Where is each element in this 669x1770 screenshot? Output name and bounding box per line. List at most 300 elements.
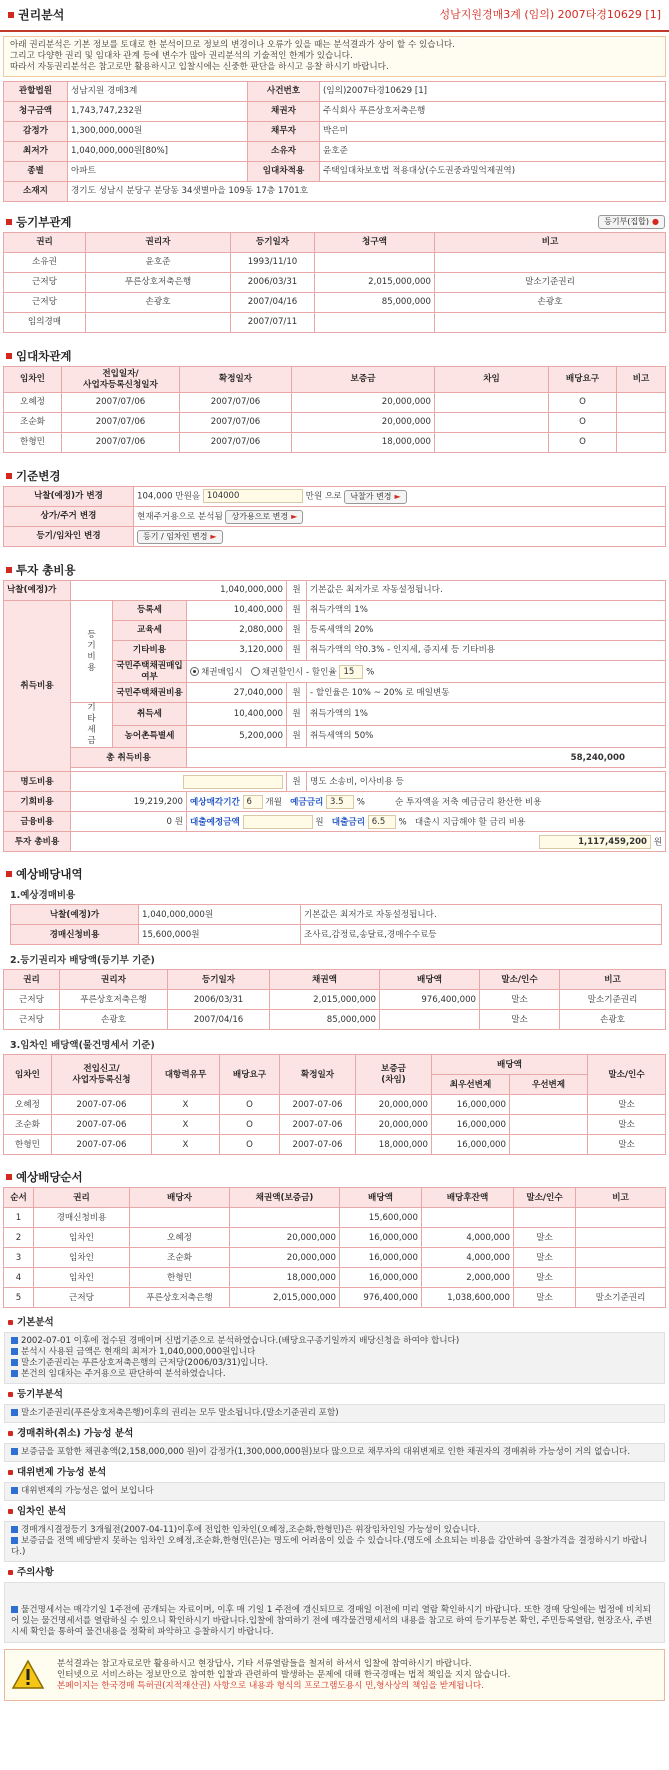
warning-icon (11, 1659, 45, 1691)
info-value: (임의)2007타경10629 [1] (320, 82, 666, 102)
info-label: 종별 (4, 162, 68, 182)
table-cell: 조순화 (4, 413, 62, 433)
bid-change-button[interactable]: 낙찰가 변경 ► (344, 490, 406, 504)
table-cell: 말소 (480, 990, 560, 1010)
table-cell: 2007/07/06 (62, 413, 180, 433)
column-header: 말소/인수 (514, 1188, 576, 1208)
table-cell: 16,000,000 (432, 1135, 510, 1155)
table-cell: 2007-07-06 (280, 1115, 356, 1135)
analysis-heading: 등기부분석 (0, 1384, 669, 1404)
table-cell: 2007/07/06 (180, 413, 292, 433)
analysis-line: 경매개시결정등기 3개월전(2007-04-11)이후에 전입한 임차인(오혜정,조순화,한형민)은 위장임차인일 가능성이 있습니다. (11, 1525, 658, 1536)
table-cell: 2007-07-06 (52, 1135, 152, 1155)
analysis-section (0, 1312, 669, 1643)
reg-tax-value: 10,400,000 (187, 601, 287, 621)
table-cell: 푸른상호저축은행 (60, 990, 168, 1010)
table-cell (617, 433, 666, 453)
table-cell (86, 313, 231, 333)
finance-cost-value: 0 (166, 816, 172, 827)
disclaimer-notice: 아래 권리분석은 기본 정보를 토대로 한 분석이므로 정보의 변경이나 오류가 있을 때는 분석결과가 상이 할 수 있습니다. 그리고 다양한 권리 및 임대차 관계 등에 변수가 많아 권리분석의 기술적인 한계가 있습니다. 따라서 자동권리분석은 참고로만 활용하시고 입찰시에는 신중한 판단을 하시고 응찰 하시기 바랍니다. (3, 36, 666, 77)
usage-change-label: 상가/주거 변경 (4, 507, 134, 527)
table-cell: 경매신청비용 (34, 1208, 130, 1228)
table-cell (435, 433, 549, 453)
criteria-table: 낙찰(예정)가 변경 104,000 만원을 104000 만원 으로 낙찰가 변경 ► 상가/주거 변경 현재주거용으로 분석됨 상가용으로 변경 ► 등기/임차인 변경 등기 / 임차인 변경 ► (3, 486, 666, 547)
section-investment: 투자 총비용 (0, 547, 669, 580)
bond-discount-radio[interactable] (251, 667, 260, 676)
table-cell: 16,000,000 (340, 1268, 422, 1288)
column-header: 권리자 (86, 233, 231, 253)
table-cell: 20,000,000 (230, 1248, 340, 1268)
table-cell: 2007-07-06 (52, 1095, 152, 1115)
table-cell: 1993/11/10 (231, 253, 315, 273)
table-row (4, 1268, 666, 1288)
edu-tax-value: 2,080,000 (187, 621, 287, 641)
address-value: 경기도 성남시 분당구 분당동 34샛별마을 109동 17층 1701호 (68, 182, 666, 202)
analysis-heading: 경매취하(취소) 가능성 분석 (0, 1423, 669, 1443)
finance-cost-label: 금융비용 (4, 812, 71, 832)
table-cell: 손광호 (86, 293, 231, 313)
info-label: 사건번호 (248, 82, 320, 102)
table-cell: 임의경매 (4, 313, 86, 333)
loan-amount-input[interactable] (243, 815, 313, 829)
table-cell (315, 313, 435, 333)
table-cell: 손광호 (560, 1010, 666, 1030)
table-cell: 2006/03/31 (168, 990, 270, 1010)
info-value: 1,040,000,000원[80%] (68, 142, 248, 162)
bullet-square-icon (11, 1359, 18, 1366)
info-row (4, 122, 666, 142)
registry-table (3, 232, 666, 333)
table-cell: 근저당 (4, 273, 86, 293)
table-row (4, 1208, 666, 1228)
bond-purchase-label: 국민주택채권매입여부 (113, 661, 187, 683)
column-header: 순서 (4, 1188, 34, 1208)
eviction-cost-input[interactable] (183, 775, 283, 789)
eviction-cost-label: 명도비용 (4, 772, 71, 792)
bond-cost-value: 27,040,000 (187, 683, 287, 703)
table-row (4, 1115, 666, 1135)
row-value: 1,040,000,000원 (139, 905, 301, 925)
table-row (4, 1248, 666, 1268)
info-label: 소유자 (248, 142, 320, 162)
table-cell: O (549, 413, 617, 433)
opportunity-cost-value: 19,219,200 (71, 792, 187, 812)
table-cell: 2007/07/06 (180, 433, 292, 453)
bullet-icon (8, 1509, 13, 1514)
address-row (4, 182, 666, 202)
table-cell (422, 1208, 514, 1228)
table-cell: 말소 (588, 1095, 666, 1115)
tenant-dividend-subtitle: 3.임차인 배당액(물건명세서 기준) (10, 1039, 155, 1051)
table-cell: 말소기준권리 (435, 273, 666, 293)
loan-rate-input[interactable]: 6.5 (368, 815, 396, 829)
table-cell: 말소 (588, 1115, 666, 1135)
expected-cost-table (10, 904, 662, 945)
table-cell: 조순화 (4, 1115, 52, 1135)
table-cell (617, 393, 666, 413)
bullet-icon (8, 1392, 13, 1397)
registry-view-button[interactable]: 등기부(집합) ● (598, 215, 665, 229)
table-cell (576, 1228, 666, 1248)
column-header: 권리 (4, 233, 86, 253)
table-cell (576, 1208, 666, 1228)
acquisition-label: 취득비용 (4, 601, 71, 772)
column-header: 채권액(보증금) (230, 1188, 340, 1208)
table-cell: 근저당 (4, 990, 60, 1010)
bullet-icon (6, 473, 12, 479)
table-cell: 2007-07-06 (280, 1135, 356, 1155)
table-cell: 2007/07/06 (62, 433, 180, 453)
table-row (4, 313, 666, 333)
table-cell (510, 1115, 588, 1135)
table-cell: O (220, 1115, 280, 1135)
table-cell: 말소기준권리 (576, 1288, 666, 1308)
table-cell (435, 393, 549, 413)
table-cell: 근저당 (4, 293, 86, 313)
table-cell: 20,000,000 (356, 1095, 432, 1115)
column-header: 권리 (34, 1188, 130, 1208)
case-number: 성남지원경매3계 (임의) 2007타경10629 [1] (439, 8, 661, 22)
page-title: 권리분석 (8, 8, 64, 23)
table-cell (435, 413, 549, 433)
info-row (4, 82, 666, 102)
bond-purchase-radio[interactable] (190, 667, 199, 676)
table-cell: 푸른상호저축은행 (86, 273, 231, 293)
analysis-box (4, 1332, 665, 1384)
info-row (4, 162, 666, 182)
bullet-square-icon (11, 1487, 18, 1494)
table-cell: 임차인 (34, 1228, 130, 1248)
table-cell (380, 1010, 480, 1030)
column-header: 차임 (435, 367, 549, 393)
table-cell (230, 1208, 340, 1228)
analysis-line: 말소기준권리는 푸른상호저축은행의 근저당(2006/03/31)입니다. (11, 1358, 658, 1369)
bond-discount-rate-input[interactable]: 15 (339, 665, 363, 679)
table-cell: 조순화 (130, 1248, 230, 1268)
column-header: 배당액 (340, 1188, 422, 1208)
table-row (4, 253, 666, 273)
info-value: 주택임대차보호법 적용대상(수도권중과밀억제권역) (320, 162, 666, 182)
table-cell: 2007/07/06 (62, 393, 180, 413)
bullet-icon (6, 1174, 12, 1180)
bullet-icon (8, 1431, 13, 1436)
column-header: 배당액 (380, 970, 480, 990)
table-cell: 18,000,000 (230, 1268, 340, 1288)
table-row (4, 273, 666, 293)
table-cell: 말소 (480, 1010, 560, 1030)
analysis-heading: 기본분석 (0, 1312, 669, 1332)
bullet-square-icon (11, 1448, 18, 1455)
bullet-icon (8, 1470, 13, 1475)
table-cell (510, 1095, 588, 1115)
table-cell: 3 (4, 1248, 34, 1268)
info-row (4, 102, 666, 122)
analysis-box (4, 1521, 665, 1562)
column-header: 배당요구 (549, 367, 617, 393)
table-row (4, 1095, 666, 1115)
table-row (4, 1010, 666, 1030)
usage-change-button[interactable]: 상가용으로 변경 ► (225, 510, 303, 524)
bullet-icon (6, 353, 12, 359)
column-header: 권리 (4, 970, 60, 990)
table-cell: X (152, 1135, 220, 1155)
section-criteria: 기준변경 (0, 453, 669, 486)
table-cell: 말소 (514, 1268, 576, 1288)
table-cell: 4,000,000 (422, 1248, 514, 1268)
info-label: 채무자 (248, 122, 320, 142)
other-cost-value: 3,120,000 (187, 641, 287, 661)
table-cell: 20,000,000 (356, 1115, 432, 1135)
table-cell: 18,000,000 (356, 1135, 432, 1155)
table-cell: 2,015,000,000 (230, 1288, 340, 1308)
table-cell (576, 1268, 666, 1288)
bid-value: 1,040,000,000 (71, 581, 287, 601)
table-cell: 15,600,000 (340, 1208, 422, 1228)
bullet-square-icon (11, 1409, 18, 1416)
table-cell: 20,000,000 (292, 413, 435, 433)
table-cell: 18,000,000 (292, 433, 435, 453)
table-cell: O (549, 393, 617, 413)
bullet-icon (8, 1320, 13, 1325)
analysis-line: 본건의 임대차는 주거용으로 판단하여 분석하였습니다. (11, 1369, 658, 1380)
row-label: 낙찰(예정)가 (11, 905, 139, 925)
bullet-square-icon (11, 1348, 18, 1355)
table-cell: 2007-07-06 (52, 1115, 152, 1135)
bullet-square-icon (11, 1370, 18, 1377)
bullet-icon (8, 12, 14, 18)
table-cell: 2,000,000 (422, 1268, 514, 1288)
table-cell: 말소 (514, 1228, 576, 1248)
analysis-line: 대위변제의 가능성은 없어 보입니다 (11, 1486, 658, 1497)
table-cell: 2006/03/31 (231, 273, 315, 293)
table-cell: 임차인 (34, 1248, 130, 1268)
analysis-heading: 대위변제 가능성 분석 (0, 1462, 669, 1482)
opportunity-cost-label: 기회비용 (4, 792, 71, 812)
table-cell: 오혜정 (4, 1095, 52, 1115)
page-header (0, 0, 669, 32)
info-value: 아파트 (68, 162, 248, 182)
column-header: 비고 (576, 1188, 666, 1208)
row-note: 기본값은 최저가로 자동설정됩니다. (301, 905, 662, 925)
table-cell: 윤호준 (86, 253, 231, 273)
table-cell: 16,000,000 (340, 1248, 422, 1268)
info-label: 최저가 (4, 142, 68, 162)
lease-table (3, 366, 666, 453)
expected-cost-subtitle: 1.예상경매비용 (10, 889, 76, 901)
table-cell: 2 (4, 1228, 34, 1248)
bid-change-input[interactable]: 104000 (203, 489, 303, 503)
table-row (4, 1135, 666, 1155)
table-cell: 1,038,600,000 (422, 1288, 514, 1308)
table-cell: 근저당 (34, 1288, 130, 1308)
table-row (4, 1228, 666, 1248)
info-value: 박은미 (320, 122, 666, 142)
bullet-square-icon (11, 1526, 18, 1533)
deposit-rate-input[interactable]: 3.5 (326, 795, 354, 809)
bid-note: 기본값은 최저가로 자동설정됩니다. (307, 581, 666, 601)
table-cell: 2007-07-06 (280, 1095, 356, 1115)
table-cell: 4 (4, 1268, 34, 1288)
table-cell: 16,000,000 (432, 1095, 510, 1115)
info-label: 채권자 (248, 102, 320, 122)
table-cell: O (220, 1135, 280, 1155)
column-header: 청구액 (315, 233, 435, 253)
table-cell: 손광호 (60, 1010, 168, 1030)
column-header: 보증금 (292, 367, 435, 393)
rural-tax-value: 5,200,000 (187, 725, 287, 748)
bullet-icon (8, 1570, 13, 1575)
table-cell (315, 253, 435, 273)
column-header: 말소/인수 (480, 970, 560, 990)
investment-table: 낙찰(예정)가 1,040,000,000 원 기본값은 최저가로 자동설정됩니다. 취득비용 등 기 비 용 등록세 10,400,000 원 취득가액의 1% 교육세 2,080,000 원 등록세액의 20% 기타비용 3,120,000 원 취득가액의 약0.3% - 인지세, 증지세 등 기타비용 국민주택채권매입여부 채권매입시 채권할인시 - 할인율 15 % 국민주택채권비용 27,040,000 원 - 할인율은 10% ~ 20% 로 매일변동 기 타 세 금 취득세 10,400,000 원 취득가액의 1% 농어촌특별세 5,200,000 원 취득세액의 50% 총 취득비용 58,240,000 명도비용 원 명도 소송비, 이사비용 등 기회비용 19,219,200 예상매각기간 6 개월 예금금리 3.5 % 순 투자액을 저축 예금금리 환산한 비용 금융비용 0 원 대출예정금액 원 대출금리 6.5 % 대출시 지급해야 할 금리 비용 투자 총비용 1,117,459,200 원 (3, 580, 666, 852)
column-header: 등기일자 (231, 233, 315, 253)
info-value: 윤호준 (320, 142, 666, 162)
analysis-box (4, 1582, 665, 1643)
analysis-box (4, 1404, 665, 1423)
registry-dividend-table (3, 969, 666, 1030)
table-cell: 2,015,000,000 (315, 273, 435, 293)
table-cell: 976,400,000 (340, 1288, 422, 1308)
bid-change-label: 낙찰(예정)가 변경 (4, 487, 134, 507)
table-cell: 말소기준권리 (560, 990, 666, 1010)
table-cell (435, 313, 666, 333)
column-header: 등기일자 (168, 970, 270, 990)
column-header: 임차인 (4, 367, 62, 393)
analysis-line: 분석시 사용된 금액은 현재의 최저가 1,040,000,000원입니다 (11, 1347, 658, 1358)
column-header: 전입일자/ 사업자등록신청일자 (62, 367, 180, 393)
table-cell: 근저당 (4, 1010, 60, 1030)
info-label: 관할법원 (4, 82, 68, 102)
bullet-square-icon (11, 1606, 18, 1613)
address-label: 소재지 (4, 182, 68, 202)
info-value: 성남지원 경매3계 (68, 82, 248, 102)
table-row (4, 990, 666, 1010)
table-cell: 16,000,000 (340, 1228, 422, 1248)
table-cell: 85,000,000 (315, 293, 435, 313)
column-header: 배당자 (130, 1188, 230, 1208)
registry-tenant-change-button[interactable]: 등기 / 임차인 변경 ► (137, 530, 223, 544)
info-row (4, 142, 666, 162)
table-row (4, 1288, 666, 1308)
analysis-line: 보증금을 포함한 채권총액(2,158,000,000 원)이 감정가(1,300,000,000원)보다 많으므로 채무자의 대위변제로 인한 채권자의 경매취하 가능성이 거의 없습니다. (11, 1447, 658, 1458)
table-row (11, 905, 662, 925)
table-cell: 2,015,000,000 (270, 990, 380, 1010)
table-cell (510, 1135, 588, 1155)
analysis-line: 말소기준권리(푸른상호저축은행)이후의 권리는 모두 말소됩니다.(말소기준권리 포함) (11, 1408, 658, 1419)
table-cell: 말소 (514, 1288, 576, 1308)
table-cell: X (152, 1115, 220, 1135)
info-value: 1,300,000,000원 (68, 122, 248, 142)
table-row (4, 293, 666, 313)
table-cell: 976,400,000 (380, 990, 480, 1010)
table-cell (514, 1208, 576, 1228)
table-cell: O (220, 1095, 280, 1115)
section-lease: 임대차관계 (0, 333, 669, 366)
bullet-square-icon (11, 1337, 18, 1344)
table-cell: 2007/04/16 (168, 1010, 270, 1030)
column-header: 확정일자 (180, 367, 292, 393)
registration-cost-group-label: 등 기 비 용 (87, 629, 96, 673)
table-row (4, 433, 666, 453)
total-investment-value: 1,117,459,200 (539, 835, 651, 849)
table-cell: 2007/04/16 (231, 293, 315, 313)
table-cell: 20,000,000 (230, 1228, 340, 1248)
bullet-icon (6, 871, 12, 877)
section-dividend-order: 예상배당순서 (0, 1155, 669, 1187)
table-cell: 말소 (588, 1135, 666, 1155)
column-header: 비고 (617, 367, 666, 393)
bullet-icon (6, 219, 12, 225)
table-cell: 말소 (514, 1248, 576, 1268)
column-header: 권리자 (60, 970, 168, 990)
table-cell: 오혜정 (4, 393, 62, 413)
analysis-line: 보증금을 전액 배당받지 못하는 임차인 오혜정,조순화,한형민(은)는 명도에 어려움이 있을 수 있습니다.(명도에 소요되는 비용을 감안하여 응찰가격을 결정하시기 바랍니다.) (11, 1536, 648, 1558)
registry-dividend-subtitle: 2.등기권리자 배당액(등기부 기준) (10, 954, 155, 966)
row-label: 경매신청비용 (11, 925, 139, 945)
analysis-line: 2002-07-01 이후에 접수된 경매이며 신법기준으로 분석하였습니다.(배당요구종기일까지 배당신청을 하여야 합니다) (11, 1336, 658, 1347)
case-info-table (3, 81, 666, 202)
column-header: 비고 (560, 970, 666, 990)
bullet-square-icon (11, 1537, 18, 1544)
sale-period-input[interactable]: 6 (243, 795, 263, 809)
table-cell: 한형민 (4, 433, 62, 453)
table-cell: 2007/07/06 (180, 393, 292, 413)
table-cell: 한형민 (4, 1135, 52, 1155)
analysis-heading: 주의사항 (0, 1562, 669, 1582)
table-cell: 85,000,000 (270, 1010, 380, 1030)
table-cell (576, 1248, 666, 1268)
table-cell: 임차인 (34, 1268, 130, 1288)
table-row (4, 393, 666, 413)
table-cell: 푸른상호저축은행 (130, 1288, 230, 1308)
dividend-order-table (3, 1187, 666, 1308)
table-row (4, 413, 666, 433)
registry-tenant-change-label: 등기/임차인 변경 (4, 527, 134, 547)
analysis-box (4, 1443, 665, 1462)
table-cell: 20,000,000 (292, 393, 435, 413)
row-value: 15,600,000원 (139, 925, 301, 945)
info-value: 1,743,747,232원 (68, 102, 248, 122)
section-registry: 등기부관계 등기부(집합) ● (0, 202, 669, 232)
table-cell (130, 1208, 230, 1228)
info-label: 청구금액 (4, 102, 68, 122)
table-cell: 소유권 (4, 253, 86, 273)
total-acquisition-value: 58,240,000 (187, 748, 666, 768)
table-cell: 손광호 (435, 293, 666, 313)
analysis-line: 물건명세서는 매각기일 1주전에 공개되는 자료이며, 이후 매 기일 1 주전에 갱신되므로 경매일 이전에 미리 열람 확인하시기 바랍니다. 또한 경매 당일에는 법정에 비치되어 있는 물건명세서를 열람하실 수 있으니 확인하시기 바랍니다.입찰에 참여하기 전에 매각물건명세서의 내용을 참고로 하여 등기부등본 확인, 주민등록열람, 현장조사, 주변시세 확인을 통하여 물건내용을 정확히 파악하고 응찰하시기 바랍니다. (11, 1605, 653, 1638)
column-header: 채권액 (270, 970, 380, 990)
bullet-icon (6, 567, 12, 573)
table-cell: X (152, 1095, 220, 1115)
arrow-icon: ● (652, 217, 659, 226)
table-cell (617, 413, 666, 433)
column-header: 비고 (435, 233, 666, 253)
row-note: 조사료,감정료,송달료,경매수수료등 (301, 925, 662, 945)
table-cell: 오혜정 (130, 1228, 230, 1248)
info-label: 감정가 (4, 122, 68, 142)
bid-label: 낙찰(예정)가 (4, 581, 71, 601)
table-row (11, 925, 662, 945)
tenant-dividend-table: 임차인 전입신고/ 사업자등록신청 대항력유무 배당요구 확정일자 보증금 (차임) 배당액 말소/인수 최우선변제 우선변제 오혜정 2007-07-06 X O 2007-07-06 20,000,000 16,000,000 말소 조순화 2007-07-06 X O 2007-07-06 20,000,000 16,000,000 말소 한형민 2007-07-06 X O 2007-07-06 18,000,000 16,000,000 말소 (3, 1054, 666, 1155)
table-cell: 4,000,000 (422, 1228, 514, 1248)
info-value: 주식회사 푸른상호저축은행 (320, 102, 666, 122)
info-label: 임대차적용 (248, 162, 320, 182)
table-cell: O (549, 433, 617, 453)
table-cell: 16,000,000 (432, 1115, 510, 1135)
acq-tax-value: 10,400,000 (187, 703, 287, 726)
section-dividend: 예상배당내역 (0, 852, 669, 884)
table-cell: 한형민 (130, 1268, 230, 1288)
